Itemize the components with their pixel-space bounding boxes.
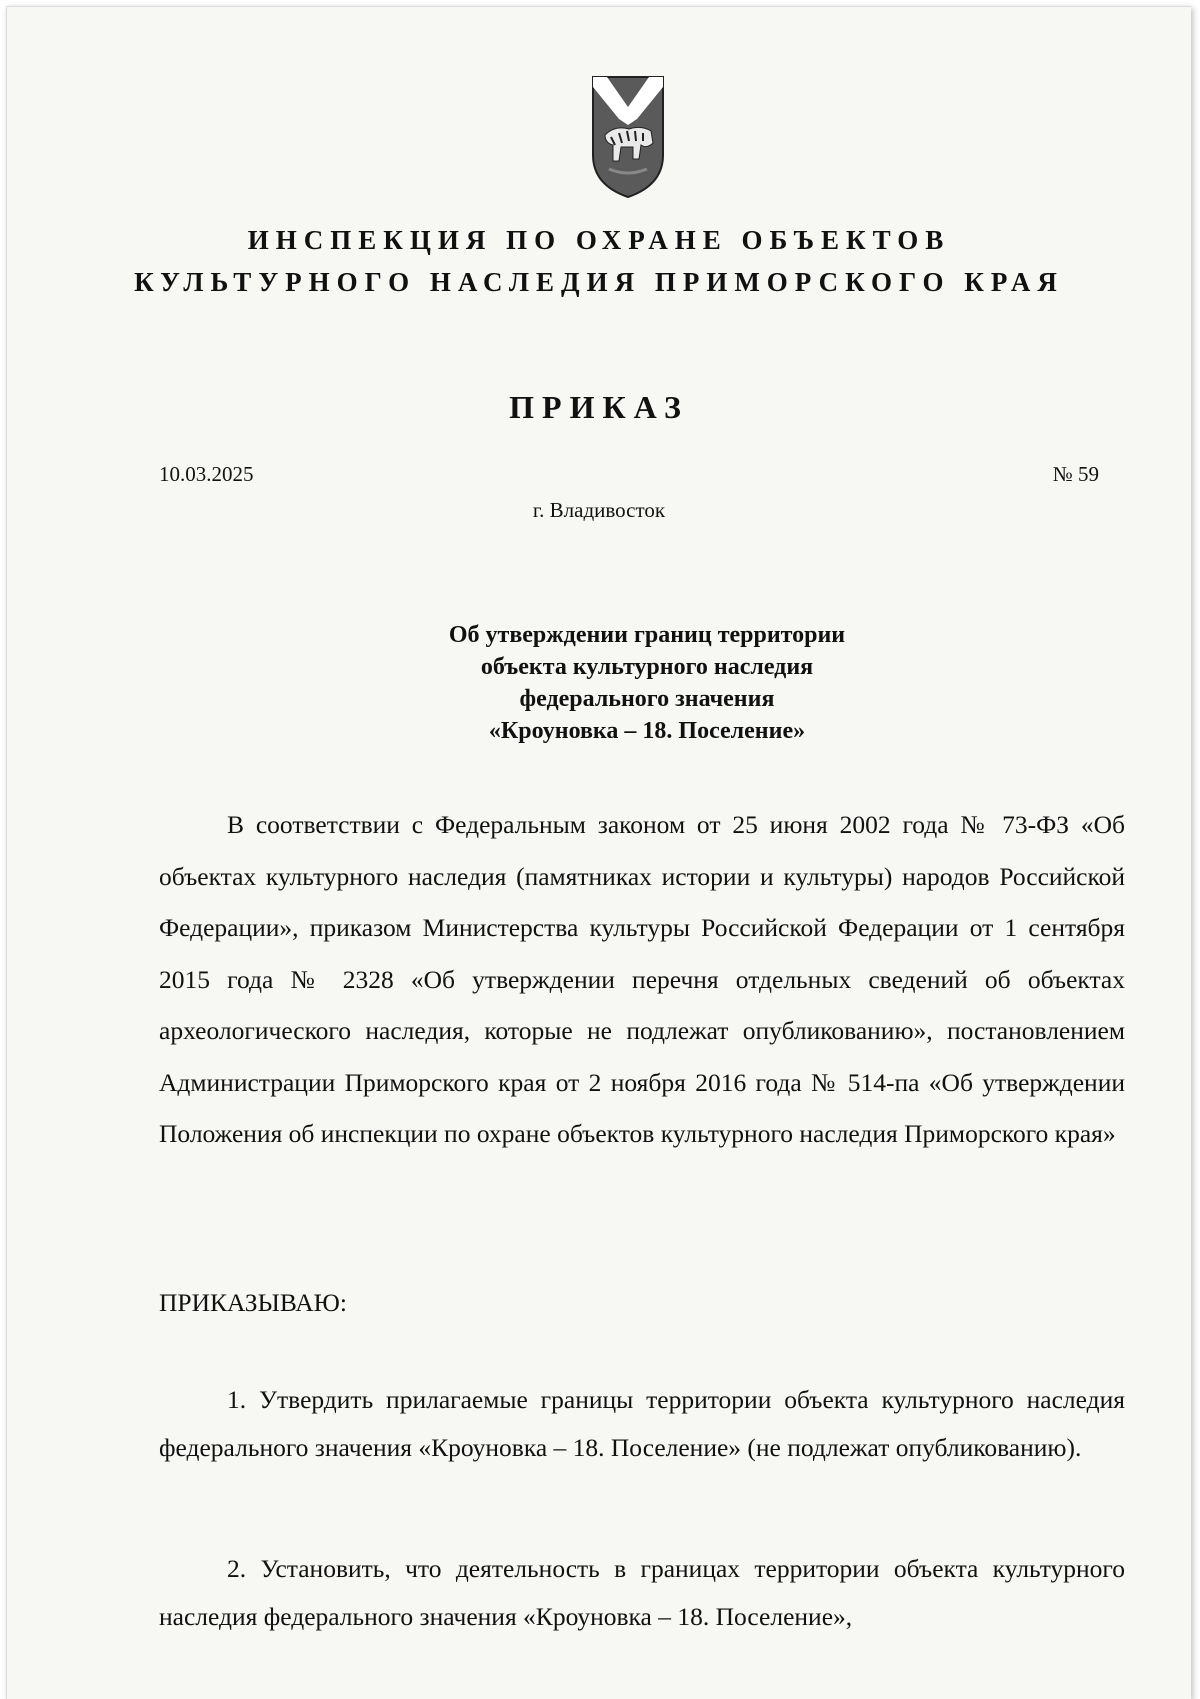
document-page (6, 6, 1191, 1699)
preamble-paragraph: В соответствии с Федеральным законом от 25 июня 2002 года № 73-ФЗ «Об объектах культурного наследия (памятниках истории и культуры) народов Российской Федерации», приказом Министерства культуры Российской Федерации от 1 сентября 2015 года № 2328 «Об утверждении перечня отдельных сведений об объектах археологического наследия, которые не подлежат опубликованию», постановлением Администрации Приморского края от 2 ноября 2016 года № 514-па «Об утверждении Положения об инспекции по охране объектов культурного наследия Приморского края» (159, 810, 1125, 1148)
document-type-heading: ПРИКАЗ (509, 389, 689, 425)
order-title-line4: «Кроуновка – 18. Поселение» (488, 718, 806, 744)
order-word: ПРИКАЗЫВАЮ: (159, 1288, 347, 1317)
order-number: № 59 (1052, 462, 1099, 486)
order-item-1: 1. Утвердить прилагаемые границы территории объекта культурного наследия федерального значения «Кроуновка – 18. Поселение» (не подлежат опубликованию). (159, 1385, 1125, 1462)
organization-name-line1: ИНСПЕКЦИЯ ПО ОХРАНЕ ОБЪЕКТОВ (247, 225, 951, 255)
coat-of-arms-icon (589, 73, 667, 201)
order-date: 10.03.2025 (159, 462, 254, 486)
order-title-line2: объекта культурного наследия (480, 654, 814, 680)
order-title-line1: Об утверждении границ территории (448, 622, 846, 648)
order-city: г. Владивосток (532, 498, 666, 522)
order-title-line3: федерального значения (519, 686, 775, 712)
order-item-2: 2. Установить, что деятельность в границах территории объекта культурного наследия федерального значения «Кроуновка – 18. Поселение», (159, 1554, 1125, 1631)
order-title (387, 619, 907, 747)
organization-name-line2: КУЛЬТУРНОГО НАСЛЕДИЯ ПРИМОРСКОГО КРАЯ (134, 267, 1064, 297)
